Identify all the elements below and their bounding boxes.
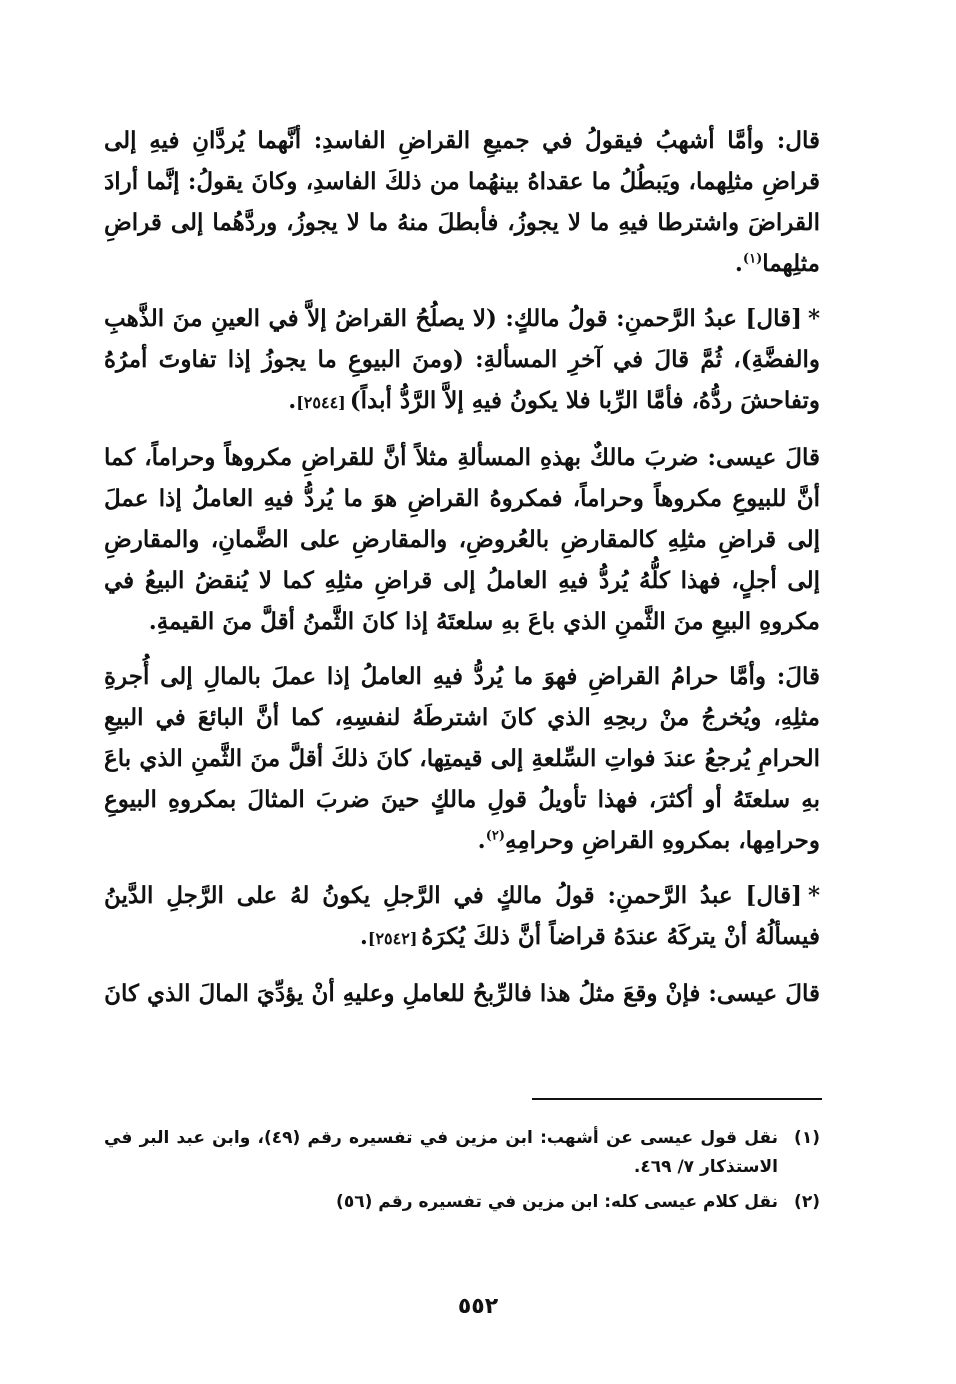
paragraph-end: . [734, 250, 743, 277]
paragraph-text: قالَ: وأمَّا حرامُ القراضِ فهوَ ما يُردُّ فيهِ العاملُ إذا عملَ بالمالِ إلى أُجرةِ مثلِهِ، ويُخرجُ منْ ربحِهِ الذي كانَ اشترطَهُ لنفسِهِ، كما أنَّ البائعَ في البيعِ الحرامِ يُرجعُ عندَ فواتِ السِّلعةِ إلى قيمتِها، كانَ ذلكَ أقلَّ منَ الثَّمنِ الذي باعَ بهِ سلعتَهُ أو أكثرَ، فهذا تأويلُ قولِ مالكٍ حينَ ضربَ المثالَ بمكروهِ البيوعِ وحرامِها، بمكروهِ القراضِ وحرامِهِ [104, 663, 820, 854]
paragraph-5 [104, 875, 820, 959]
paragraph-3 [104, 437, 820, 642]
paragraph-end: . [148, 608, 157, 635]
footnote-ref[interactable]: (٢) [485, 828, 505, 844]
asterisk-marker: * [807, 882, 820, 909]
paragraph-end: . [477, 827, 486, 854]
paragraph-text: [قال] عبدُ الرَّحمنِ: قولُ مالكٍ في الرَّجلِ يكونُ لهُ على الرَّجلِ الدَّينُ فيسألُهُ أنْ يتركَهُ عندَهُ قراضاً أنَّ ذلكَ يُكرَهُ [104, 882, 820, 950]
footnote-ref[interactable]: (١) [742, 251, 763, 267]
footnote-text: نقل قول عيسى عن أشهب: ابن مزين في تفسيره رقم (٤٩)، وابن عبد البر في الاستذكار ٧/ ٤٦٩. [104, 1128, 779, 1177]
footnote-number: (١) [794, 1128, 820, 1148]
paragraph-6 [104, 973, 820, 1014]
paragraph-text: قالَ عيسى: فإنْ وقعَ مثلُ هذا فالرِّبحُ للعاملِ وعليهِ أنْ يؤدِّيَ المالَ الذي كانَ [104, 980, 820, 1007]
footnotes [104, 1124, 820, 1223]
paragraph-text: [قال] عبدُ الرَّحمنِ: قولُ مالكٍ: (لا يصلُحُ القراضُ إلاَّ في العينِ منَ الذَّهبِ والفضَّةِ)، ثُمَّ قالَ في آخرِ المسألةِ: (ومنَ البيوعِ ما يجوزُ إذا تفاوتَ أمرُهُ وتفاحشَ ردُّهُ، فأمَّا الرِّبا فلا يكونُ فيهِ إلاَّ الرَّدُّ أبداً) [104, 305, 820, 414]
issue-ref: [٢٥٤٤] [296, 393, 346, 412]
footnote-number: (٢) [794, 1192, 820, 1212]
footnote-text: نقل كلام عيسى كله: ابن مزين في تفسيره رقم (٥٦) [336, 1192, 778, 1212]
paragraph-4 [104, 656, 820, 861]
paragraph-text: قالَ عيسى: ضربَ مالكٌ بهذهِ المسألةِ مثلاً أنَّ للقراضِ مكروهاً وحراماً، كما أنَّ للبيوعِ مكروهاً وحراماً، فمكروهُ القراضِ هوَ ما يُردُّ فيهِ العاملُ إذا عملَ إلى قراضِ مثلِهِ كالمقارضِ بالعُروضِ، والمقارضِ على الضَّمانِ، والمقارضِ إلى أجلٍ، فهذا كلُّهُ يُردُّ فيهِ العاملُ إلى قراضِ مثلِهِ كما لا يُنقضُ البيعُ في مكروهِ البيعِ منَ الثَّمنِ الذي باعَ بهِ سلعتَهُ إذا كانَ الثَّمنُ أقلَّ منَ القيمةِ [104, 444, 820, 635]
asterisk-marker: * [807, 305, 820, 332]
paragraph-end: . [288, 387, 297, 414]
paragraph-1 [104, 120, 820, 284]
footnote-separator [532, 1098, 822, 1100]
footnote-1 [104, 1124, 820, 1182]
paragraph-end: . [359, 923, 368, 950]
issue-ref: [٢٥٤٢] [367, 929, 418, 948]
main-text [104, 120, 820, 1028]
paragraph-text: قال: وأمَّا أشهبُ فيقولُ في جميعِ القراضِ الفاسدِ: أنَّهما يُردَّانِ فيهِ إلى قراضِ مثلِهما، ويَبطُلُ ما عقداهُ بينهُما من ذلكَ الفاسدِ، وكانَ يقولُ: إنَّما أرادَ القراضَ واشترطا فيهِ ما لا يجوزُ، فأبطلَ منهُ ما لا يجوزُ، وردَّهُما إلى قراضِ مثلِهما [104, 127, 820, 277]
page-number: ٥٥٢ [457, 1294, 499, 1319]
footnote-2 [104, 1188, 820, 1217]
paragraph-2 [104, 298, 820, 423]
